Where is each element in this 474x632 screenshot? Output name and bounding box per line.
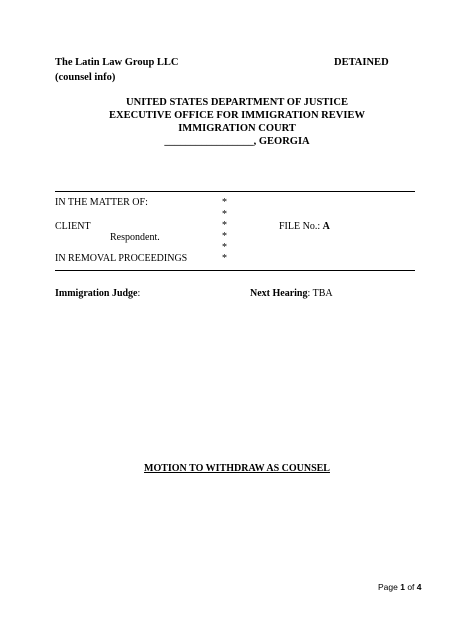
next-hearing <box>250 288 333 299</box>
file-number-label: FILE No.: <box>279 221 323 232</box>
caption-respondent: Respondent. <box>110 232 160 243</box>
counsel-info: (counsel info) <box>55 72 116 83</box>
firm-name: The Latin Law Group LLC <box>55 57 179 68</box>
court-location <box>0 136 474 147</box>
judge-label: Immigration Judge <box>55 288 138 299</box>
file-number <box>279 221 330 232</box>
caption-star: * <box>222 242 227 253</box>
caption-star: * <box>222 253 227 264</box>
court-location-blank: _________________ <box>164 136 254 147</box>
caption-bottom-rule <box>55 270 415 271</box>
page-prefix: Page <box>378 582 401 592</box>
file-number-value: A <box>322 221 330 232</box>
caption-proceedings: IN REMOVAL PROCEEDINGS <box>55 253 188 264</box>
next-hearing-value: : TBA <box>307 288 333 299</box>
immigration-judge <box>55 288 140 299</box>
detained-label: DETAINED <box>334 57 389 68</box>
caption-matter: IN THE MATTER OF: <box>55 197 148 208</box>
motion-title <box>0 463 474 474</box>
next-hearing-label: Next Hearing <box>250 288 308 299</box>
judge-colon: : <box>137 288 141 299</box>
caption-top-rule <box>55 191 415 192</box>
court-location-state: , GEORGIA <box>253 136 310 147</box>
caption-star: * <box>222 231 227 242</box>
page-number <box>378 582 422 592</box>
caption-star: * <box>222 220 227 231</box>
caption-star: * <box>222 209 227 220</box>
page-total: 4 <box>416 582 422 592</box>
motion-title-text: MOTION TO WITHDRAW AS COUNSEL <box>144 463 330 474</box>
court-line-1: UNITED STATES DEPARTMENT OF JUSTICE <box>126 97 348 108</box>
page-current: 1 <box>400 582 405 592</box>
caption-client: CLIENT <box>55 221 91 232</box>
court-line-3: IMMIGRATION COURT <box>178 123 296 134</box>
page-mid: of <box>404 582 417 592</box>
court-line-2: EXECUTIVE OFFICE FOR IMMIGRATION REVIEW <box>109 110 365 121</box>
caption-star: * <box>222 197 227 208</box>
